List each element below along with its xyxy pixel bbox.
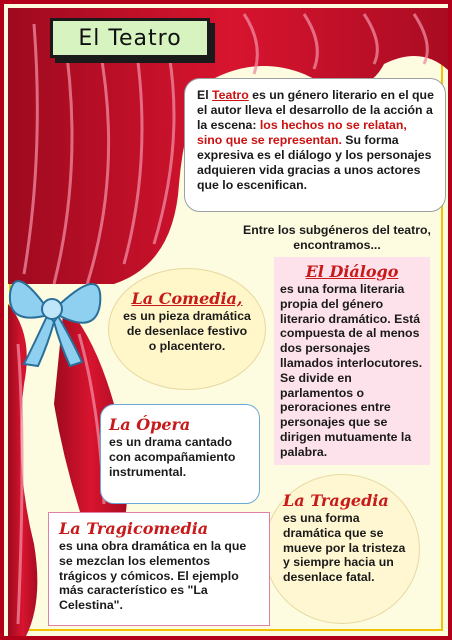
intro-keyword: Teatro	[212, 88, 249, 102]
comedia-body: es un pieza dramática de desenlace festivo o placentero.	[123, 309, 251, 353]
tragicomedia-body: es una obra dramática en la que se mezclan los elementos trágicos y cómicos. El ejemplo más característico es "La Celestina".	[59, 539, 247, 613]
tragicomedia-heading: La Tragicomedia	[59, 519, 209, 538]
dialogo-body: es una forma literaria propia del género literario dramático. Está compuesta de al menos dos personajes llamados interlocutores. Se divide en parlamentos o peroraciones entre personajes que se dirigen mutuamente la palabra.	[280, 282, 423, 459]
dialogo-box	[274, 257, 430, 465]
tragicomedia-box	[48, 512, 270, 626]
subgenres-subtitle: Entre los subgéneros del teatro, encontramos...	[243, 223, 431, 252]
comedia-heading: La Comedia,	[131, 289, 243, 308]
dialogo-heading: El Diálogo	[305, 262, 399, 281]
title-box	[50, 18, 210, 58]
opera-heading: La Ópera	[109, 415, 191, 434]
opera-box	[100, 404, 260, 504]
tragedia-body: es una forma dramática que se mueve por la tristeza y siempre hacia un desenlace fatal.	[283, 511, 406, 585]
intro-prefix: El	[197, 88, 213, 102]
opera-body: es un drama cantado con acompañamiento instrumental.	[109, 435, 236, 479]
intro-box	[184, 78, 446, 212]
intro-text-1: es un género literario en el que el autor lleva el desarrollo de la acción a la escena:	[197, 88, 434, 132]
intro-text-2: Su forma expresiva es el diálogo y los personajes adquieren vida gracias a unos actores que lo escenifican.	[197, 133, 432, 192]
tragedia-box	[264, 474, 420, 624]
comedia-box	[108, 268, 266, 390]
intro-highlight: los hechos no se relatan, sino que se representan.	[197, 118, 407, 147]
tragedia-heading: La Tragedia	[283, 491, 389, 510]
page-title: El Teatro	[78, 25, 182, 51]
